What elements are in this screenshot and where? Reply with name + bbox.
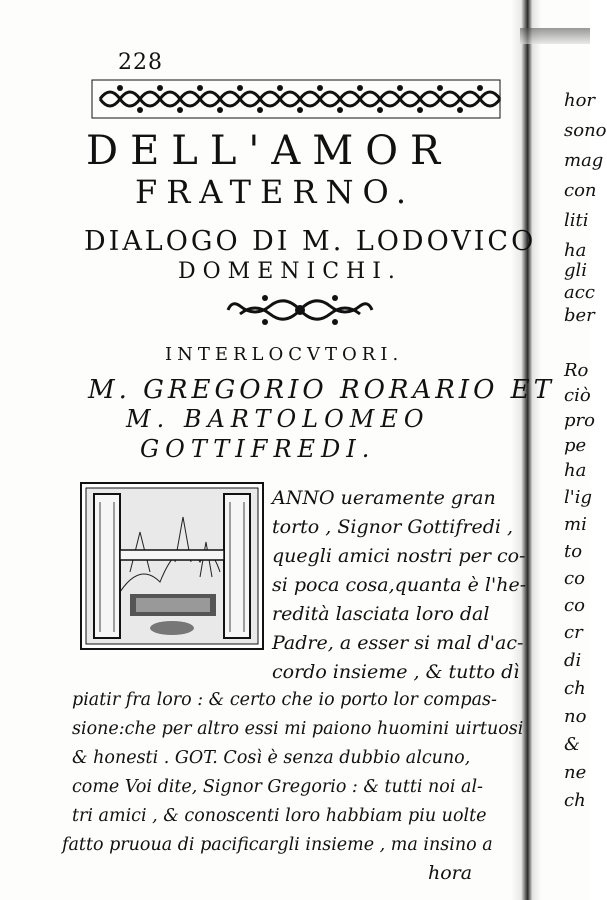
facing-line: ha [564,240,587,261]
body-line-5: redità lasciata loro dal [272,603,490,625]
facing-line: ciò [564,385,591,406]
facing-line: di [564,650,582,671]
facing-line: gli [564,260,588,281]
body-line-12: tri amici , & conoscenti loro habbiam piu uolte [72,806,487,826]
facing-line: sono [564,120,607,141]
facing-line: Ro [564,360,589,381]
body-line-13: fatto pruoua di pacificargli insieme , ma insino a [62,835,493,855]
page-number: 228 [118,50,163,75]
facing-line: ber [564,305,595,326]
facing-line: cr [564,622,583,643]
facing-line: pro [564,410,595,431]
body-line-9: sione:che per altro essi mi paiono huomini uirtuosi [72,719,524,739]
facing-line: acc [564,282,595,303]
ornament-headpiece [90,78,502,120]
facing-line: & [564,734,581,755]
catchword: hora [428,862,473,884]
subtitle-line-2: DOMENICHI. [178,259,402,284]
ornament-fleuron [225,290,375,330]
subtitle-line-1: DIALOGO DI M. LODOVICO [84,226,537,257]
body-line-1: ANNO ueramente gran [272,487,496,509]
speaker-line-1: M. GREGORIO RORARIO ET [88,375,555,405]
decorated-initial-h [80,482,264,650]
facing-line: hor [564,90,596,111]
body-line-11: come Voi dite, Signor Gregorio : & tutti noi al- [72,777,483,797]
facing-line: ch [564,678,586,699]
facing-line: ne [564,762,587,783]
title-line-2: FRATERNO. [135,173,415,211]
body-line-10: & honesti . GOT. Così è senza dubbio alcuno, [72,748,471,768]
facing-line: co [564,595,585,616]
facing-line: ha [564,460,587,481]
facing-line: mi [564,514,587,535]
facing-line: con [564,180,597,201]
facing-line: ch [564,790,586,811]
facing-line: pe [564,435,587,456]
speaker-line-3: GOTTIFREDI. [140,435,376,463]
body-line-4: si poca cosa,quanta è l'he- [272,574,527,596]
body-line-2: torto , Signor Gottifredi , [272,516,514,538]
interlocutori-heading: INTERLOCVTORI. [165,344,404,365]
facing-line: co [564,568,585,589]
body-line-3: quegli amici nostri per co- [272,545,526,567]
facing-line: no [564,706,587,727]
speaker-line-2: M. BARTOLOMEO [126,405,430,433]
body-line-6: Padre, a esser si mal d'ac- [272,632,524,654]
body-line-8: piatir fra loro : & certo che io porto lor compas- [72,690,497,710]
page-edge-shadow [520,28,590,44]
body-line-7: cordo insieme , & tutto dì [272,661,520,683]
facing-line: l'ig [564,487,592,508]
facing-line: to [564,541,583,562]
facing-line: liti [564,210,589,231]
facing-line: mag [564,150,604,171]
book-gutter [510,0,542,900]
title-line-1: DELL'AMOR [86,128,453,174]
